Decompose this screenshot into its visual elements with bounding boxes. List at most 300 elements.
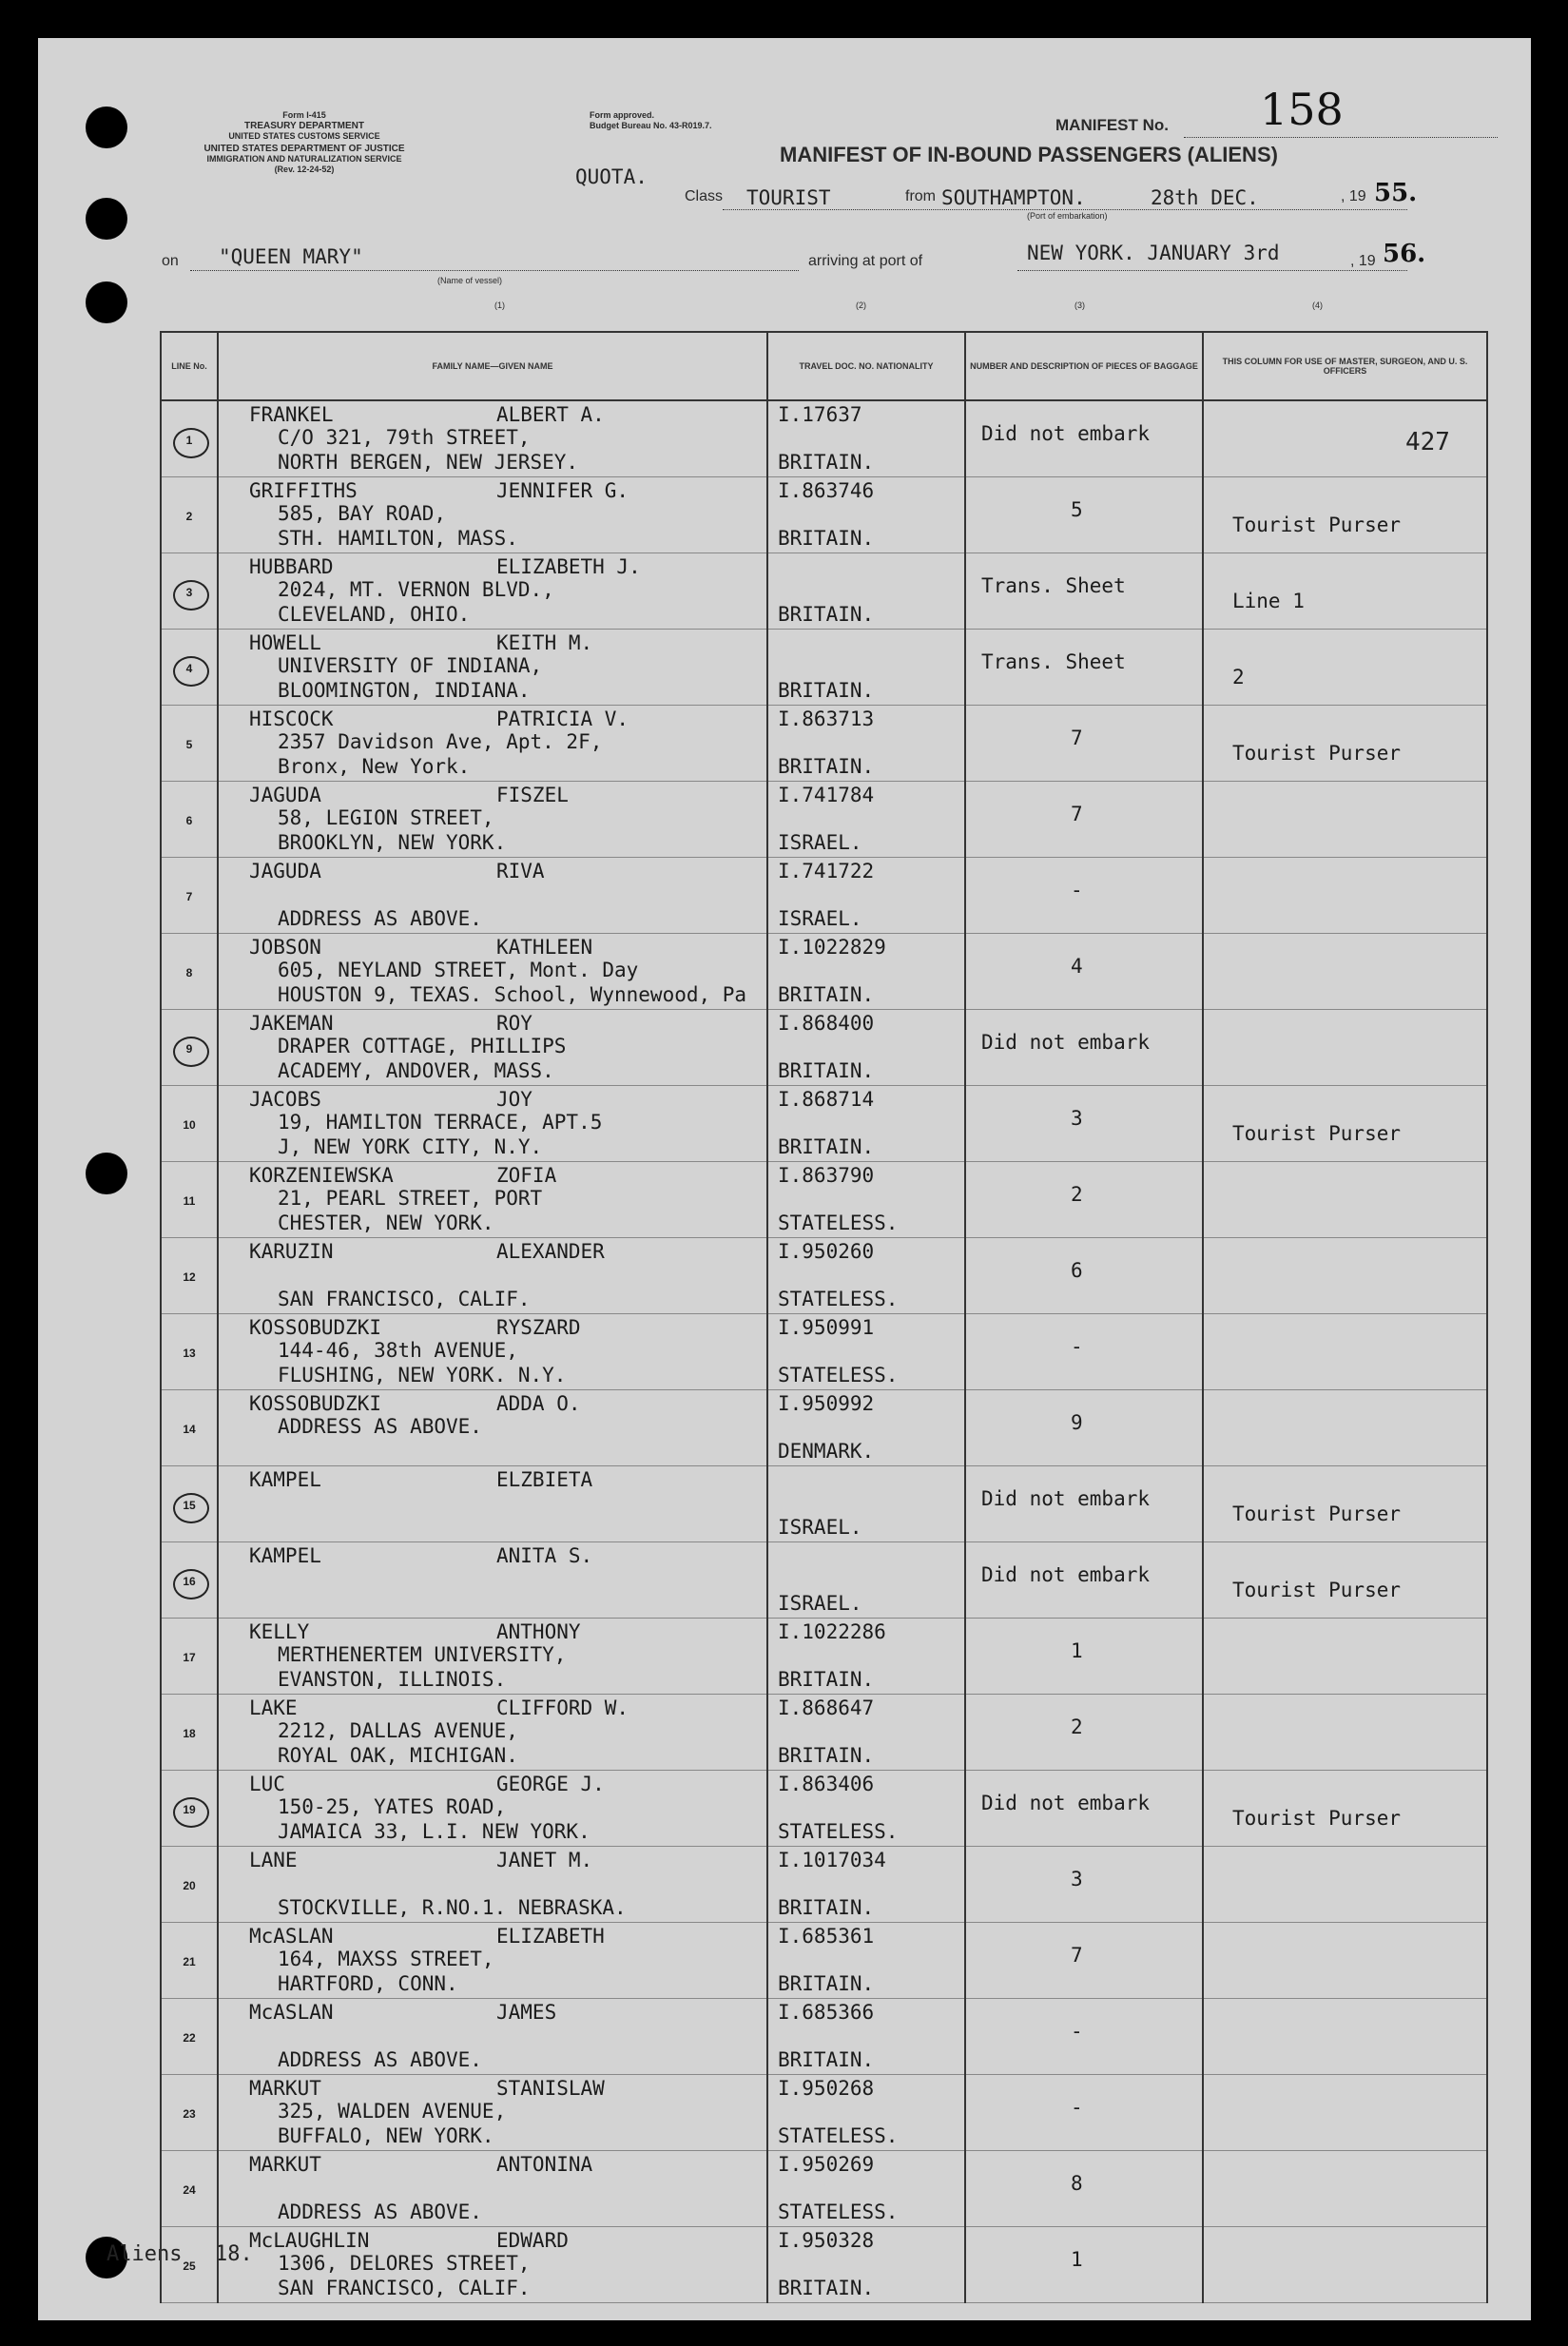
travel-doc-cell bbox=[767, 1238, 965, 1314]
baggage-value: 7 bbox=[1071, 803, 1083, 825]
family-name: MARKUT bbox=[249, 2153, 321, 2176]
officer-use-cell bbox=[1203, 2227, 1487, 2303]
travel-doc-cell bbox=[767, 477, 965, 553]
travel-doc-cell bbox=[767, 934, 965, 1010]
line-number: 10 bbox=[183, 1118, 196, 1132]
header-baggage: NUMBER AND DESCRIPTION OF PIECES OF BAGGAGE bbox=[965, 332, 1203, 400]
baggage-value: - bbox=[1071, 879, 1083, 902]
family-name: JAGUDA bbox=[249, 860, 321, 882]
family-name: JOBSON bbox=[249, 936, 321, 959]
name-address-cell bbox=[218, 477, 767, 553]
line-number-cell bbox=[161, 1238, 218, 1314]
address-line-2: EVANSTON, ILLINOIS. bbox=[278, 1668, 507, 1691]
baggage-value: 8 bbox=[1071, 2172, 1083, 2195]
vessel-name: "QUEEN MARY" bbox=[219, 245, 363, 268]
family-name: McASLAN bbox=[249, 2001, 334, 2024]
name-address-cell bbox=[218, 934, 767, 1010]
nationality: ISRAEL. bbox=[778, 831, 862, 854]
line-number: 2 bbox=[185, 510, 193, 523]
line-number: 3 bbox=[185, 586, 193, 599]
baggage-value: - bbox=[1071, 2096, 1083, 2119]
travel-doc-cell bbox=[767, 1086, 965, 1162]
officer-use-cell bbox=[1203, 1390, 1487, 1466]
given-name: KATHLEEN bbox=[496, 936, 593, 959]
travel-doc-cell bbox=[767, 1162, 965, 1238]
address-line-1: 21, PEARL STREET, PORT bbox=[278, 1187, 543, 1210]
class-label: Class bbox=[685, 188, 724, 204]
given-name: JANET M. bbox=[496, 1849, 593, 1871]
travel-doc-cell bbox=[767, 400, 965, 477]
line-number-cell bbox=[161, 1086, 218, 1162]
nationality: BRITAIN. bbox=[778, 983, 875, 1006]
line-number-cell bbox=[161, 1162, 218, 1238]
line-number-cell bbox=[161, 2227, 218, 2303]
nationality: STATELESS. bbox=[778, 2124, 899, 2147]
port-note: (Port of embarkation) bbox=[1027, 211, 1108, 221]
baggage-cell bbox=[965, 1010, 1203, 1086]
table-row bbox=[161, 1314, 1487, 1390]
table-row bbox=[161, 553, 1487, 630]
address-line-2: ROYAL OAK, MICHIGAN. bbox=[278, 1744, 518, 1767]
family-name: KAMPEL bbox=[249, 1544, 321, 1567]
line-number: 1 bbox=[185, 434, 193, 447]
given-name: ANTHONY bbox=[496, 1620, 581, 1643]
address-line-2: ADDRESS AS ABOVE. bbox=[278, 907, 482, 930]
officer-use-cell bbox=[1203, 1771, 1487, 1847]
address-line-2: CHESTER, NEW YORK. bbox=[278, 1212, 494, 1234]
officer-use-cell bbox=[1203, 782, 1487, 858]
punch-hole bbox=[86, 281, 127, 323]
family-name: McLAUGHLIN bbox=[249, 2229, 370, 2252]
name-address-cell bbox=[218, 1390, 767, 1466]
officer-use-cell bbox=[1203, 1847, 1487, 1923]
line-number-cell bbox=[161, 477, 218, 553]
travel-doc-cell bbox=[767, 1010, 965, 1086]
manifest-no-value: 158 bbox=[1260, 84, 1344, 135]
name-address-cell bbox=[218, 400, 767, 477]
header-name: FAMILY NAME—GIVEN NAME bbox=[218, 332, 767, 400]
address-line-2: Bronx, New York. bbox=[278, 755, 471, 778]
address-line-2: HARTFORD, CONN. bbox=[278, 1972, 458, 1995]
given-name: ADDA O. bbox=[496, 1392, 581, 1415]
address-line-1: 1306, DELORES STREET, bbox=[278, 2252, 531, 2275]
table-row bbox=[161, 782, 1487, 858]
name-address-cell bbox=[218, 1466, 767, 1542]
family-name: KAMPEL bbox=[249, 1468, 321, 1491]
given-name: JAMES bbox=[496, 2001, 557, 2024]
vessel-line bbox=[190, 270, 799, 271]
line-number: 7 bbox=[185, 890, 193, 903]
line-number-cell bbox=[161, 1466, 218, 1542]
manifest-no-line bbox=[1184, 137, 1498, 138]
address-line-1: 2212, DALLAS AVENUE, bbox=[278, 1719, 518, 1742]
table-row bbox=[161, 2075, 1487, 2151]
address-line-1: ADDRESS AS ABOVE. bbox=[278, 1415, 482, 1438]
given-name: JOY bbox=[496, 1088, 532, 1111]
travel-doc-number: I.868714 bbox=[778, 1088, 875, 1111]
travel-doc-number: I.950260 bbox=[778, 1240, 875, 1263]
line-number-cell bbox=[161, 400, 218, 477]
departure-date: 28th DEC. bbox=[1151, 186, 1259, 209]
baggage-cell bbox=[965, 1771, 1203, 1847]
name-address-cell bbox=[218, 2227, 767, 2303]
officer-use-cell bbox=[1203, 1542, 1487, 1619]
nationality: BRITAIN. bbox=[778, 1972, 875, 1995]
travel-doc-number: I.868647 bbox=[778, 1696, 875, 1719]
line-number-cell bbox=[161, 1619, 218, 1695]
given-name: STANISLAW bbox=[496, 2077, 605, 2100]
baggage-value: 5 bbox=[1071, 498, 1083, 521]
agency-block bbox=[162, 110, 447, 175]
name-address-cell bbox=[218, 1695, 767, 1771]
baggage-cell bbox=[965, 630, 1203, 706]
side-number-427: 427 bbox=[1405, 428, 1450, 456]
travel-doc-cell bbox=[767, 1619, 965, 1695]
nationality: BRITAIN. bbox=[778, 1668, 875, 1691]
officer-note: Tourist Purser bbox=[1232, 514, 1402, 536]
baggage-cell bbox=[965, 1847, 1203, 1923]
address-line-2: FLUSHING, NEW YORK. N.Y. bbox=[278, 1364, 567, 1386]
table-row bbox=[161, 1542, 1487, 1619]
baggage-value: 2 bbox=[1071, 1183, 1083, 1206]
address-line-1: MERTHENERTEM UNIVERSITY, bbox=[278, 1643, 567, 1666]
family-name: LUC bbox=[249, 1773, 285, 1795]
travel-doc-number: I.868400 bbox=[778, 1012, 875, 1035]
travel-doc-cell bbox=[767, 1695, 965, 1771]
travel-doc-number: I.950992 bbox=[778, 1392, 875, 1415]
baggage-cell bbox=[965, 1999, 1203, 2075]
dept-treasury: TREASURY DEPARTMENT bbox=[244, 121, 364, 131]
line-number: 23 bbox=[183, 2107, 196, 2121]
address-line-2: STH. HAMILTON, MASS. bbox=[278, 527, 518, 550]
from-value: SOUTHAMPTON. bbox=[941, 186, 1086, 209]
nationality: ISRAEL. bbox=[778, 907, 862, 930]
family-name: KELLY bbox=[249, 1620, 310, 1643]
family-name: MARKUT bbox=[249, 2077, 321, 2100]
travel-doc-cell bbox=[767, 1771, 965, 1847]
nationality: BRITAIN. bbox=[778, 755, 875, 778]
address-line-1: DRAPER COTTAGE, PHILLIPS bbox=[278, 1035, 567, 1057]
line-number-cell bbox=[161, 782, 218, 858]
line-number-cell bbox=[161, 2075, 218, 2151]
given-name: ROY bbox=[496, 1012, 532, 1035]
address-line-2: BROOKLYN, NEW YORK. bbox=[278, 831, 507, 854]
baggage-cell bbox=[965, 1314, 1203, 1390]
line-number: 21 bbox=[183, 1955, 196, 1968]
address-line-1: 144-46, 38th AVENUE, bbox=[278, 1339, 518, 1362]
baggage-cell bbox=[965, 553, 1203, 630]
arriving-line bbox=[1017, 270, 1407, 271]
baggage-value: 3 bbox=[1071, 1868, 1083, 1890]
officer-use-cell bbox=[1203, 553, 1487, 630]
address-line-1: 605, NEYLAND STREET, Mont. Day bbox=[278, 959, 639, 981]
table-row bbox=[161, 1847, 1487, 1923]
address-line-1: 2024, MT. VERNON BLVD., bbox=[278, 578, 554, 601]
dept-ins: IMMIGRATION AND NATURALIZATION SERVICE bbox=[206, 154, 402, 164]
table-row bbox=[161, 858, 1487, 934]
travel-doc-number: I.863713 bbox=[778, 708, 875, 730]
given-name: ELIZABETH J. bbox=[496, 555, 641, 578]
family-name: JACOBS bbox=[249, 1088, 321, 1111]
travel-doc-cell bbox=[767, 1923, 965, 1999]
line-number: 15 bbox=[183, 1499, 196, 1512]
arrival-year-prefix: , 19 bbox=[1350, 253, 1376, 269]
baggage-cell bbox=[965, 1695, 1203, 1771]
vessel-note: (Name of vessel) bbox=[437, 276, 503, 285]
baggage-value: 1 bbox=[1071, 1639, 1083, 1662]
class-value: TOURIST bbox=[746, 186, 831, 209]
given-name: GEORGE J. bbox=[496, 1773, 605, 1795]
baggage-value: Did not embark bbox=[981, 1792, 1151, 1814]
nationality: BRITAIN. bbox=[778, 1059, 875, 1082]
baggage-cell bbox=[965, 477, 1203, 553]
nationality: BRITAIN. bbox=[778, 2277, 875, 2299]
officer-use-cell bbox=[1203, 706, 1487, 782]
line-number: 19 bbox=[183, 1803, 196, 1816]
travel-doc-cell bbox=[767, 2227, 965, 2303]
travel-doc-number: I.741722 bbox=[778, 860, 875, 882]
travel-doc-number: I.1022286 bbox=[778, 1620, 886, 1643]
travel-doc-number: I.741784 bbox=[778, 784, 875, 806]
baggage-value: Did not embark bbox=[981, 422, 1151, 445]
table-row bbox=[161, 2227, 1487, 2303]
officer-use-cell bbox=[1203, 1923, 1487, 1999]
line-number-cell bbox=[161, 2151, 218, 2227]
table-row bbox=[161, 1771, 1487, 1847]
line-number-cell bbox=[161, 553, 218, 630]
family-name: KARUZIN bbox=[249, 1240, 334, 1263]
baggage-cell bbox=[965, 1619, 1203, 1695]
table-row bbox=[161, 630, 1487, 706]
address-line-1: 2357 Davidson Ave, Apt. 2F, bbox=[278, 730, 603, 753]
dept-customs: UNITED STATES CUSTOMS SERVICE bbox=[228, 131, 380, 141]
name-address-cell bbox=[218, 1086, 767, 1162]
officer-use-cell bbox=[1203, 1695, 1487, 1771]
line-number: 6 bbox=[185, 814, 193, 827]
nationality: STATELESS. bbox=[778, 1820, 899, 1843]
officer-use-cell bbox=[1203, 2151, 1487, 2227]
name-address-cell bbox=[218, 1010, 767, 1086]
name-address-cell bbox=[218, 858, 767, 934]
line-number: 22 bbox=[183, 2031, 196, 2045]
travel-doc-cell bbox=[767, 858, 965, 934]
punch-hole bbox=[86, 107, 127, 148]
travel-doc-number: I.685361 bbox=[778, 1925, 875, 1948]
baggage-cell bbox=[965, 1466, 1203, 1542]
address-line-1: 325, WALDEN AVENUE, bbox=[278, 2100, 507, 2123]
officer-use-cell bbox=[1203, 1466, 1487, 1542]
address-line-2: ACADEMY, ANDOVER, MASS. bbox=[278, 1059, 554, 1082]
address-line-2: SAN FRANCISCO, CALIF. bbox=[278, 2277, 531, 2299]
line-number-cell bbox=[161, 1695, 218, 1771]
travel-doc-number: I.1022829 bbox=[778, 936, 886, 959]
officer-use-cell bbox=[1203, 1238, 1487, 1314]
footer-aliens: Aliens bbox=[106, 2242, 183, 2266]
travel-doc-number: I.950328 bbox=[778, 2229, 875, 2252]
baggage-value: 6 bbox=[1071, 1259, 1083, 1282]
table-row bbox=[161, 706, 1487, 782]
name-address-cell bbox=[218, 1314, 767, 1390]
line-number: 9 bbox=[185, 1042, 193, 1056]
officer-use-cell bbox=[1203, 1999, 1487, 2075]
officer-note: Tourist Purser bbox=[1232, 1807, 1402, 1830]
officer-use-cell bbox=[1203, 1162, 1487, 1238]
address-line-2: BUFFALO, NEW YORK. bbox=[278, 2124, 494, 2147]
officer-note: Tourist Purser bbox=[1232, 1122, 1402, 1145]
year-suffix: 55. bbox=[1374, 179, 1418, 207]
line-number-cell bbox=[161, 858, 218, 934]
address-line-2: ADDRESS AS ABOVE. bbox=[278, 2201, 482, 2223]
line-number-cell bbox=[161, 1010, 218, 1086]
given-name: EDWARD bbox=[496, 2229, 569, 2252]
col-num-4: (4) bbox=[1312, 301, 1323, 310]
arrival-year-suffix: 56. bbox=[1383, 240, 1426, 268]
line-number: 16 bbox=[183, 1575, 196, 1588]
family-name: KOSSOBUDZKI bbox=[249, 1392, 382, 1415]
table-row bbox=[161, 1695, 1487, 1771]
baggage-cell bbox=[965, 2151, 1203, 2227]
officer-use-cell bbox=[1203, 1314, 1487, 1390]
table-row bbox=[161, 1466, 1487, 1542]
address-line-2: JAMAICA 33, L.I. NEW YORK. bbox=[278, 1820, 590, 1843]
travel-doc-cell bbox=[767, 553, 965, 630]
family-name: GRIFFITHS bbox=[249, 479, 358, 502]
name-address-cell bbox=[218, 553, 767, 630]
baggage-cell bbox=[965, 858, 1203, 934]
baggage-value: Trans. Sheet bbox=[981, 574, 1126, 597]
line-number: 25 bbox=[183, 2259, 196, 2273]
arrival-port: NEW YORK. JANUARY 3rd bbox=[1027, 242, 1280, 264]
baggage-cell bbox=[965, 1086, 1203, 1162]
officer-note: Tourist Purser bbox=[1232, 742, 1402, 765]
baggage-value: 3 bbox=[1071, 1107, 1083, 1130]
baggage-value: Did not embark bbox=[981, 1563, 1151, 1586]
nationality: ISRAEL. bbox=[778, 1592, 862, 1615]
nationality: BRITAIN. bbox=[778, 1896, 875, 1919]
officer-note: 2 bbox=[1232, 666, 1245, 688]
line-number: 14 bbox=[183, 1423, 196, 1436]
name-address-cell bbox=[218, 706, 767, 782]
name-address-cell bbox=[218, 630, 767, 706]
address-line-1: 585, BAY ROAD, bbox=[278, 502, 447, 525]
officer-use-cell bbox=[1203, 934, 1487, 1010]
officer-use-cell bbox=[1203, 858, 1487, 934]
family-name: HISCOCK bbox=[249, 708, 334, 730]
line-number: 17 bbox=[183, 1651, 196, 1664]
table-row bbox=[161, 934, 1487, 1010]
travel-doc-cell bbox=[767, 630, 965, 706]
line-number: 5 bbox=[185, 738, 193, 751]
name-address-cell bbox=[218, 782, 767, 858]
baggage-cell bbox=[965, 1923, 1203, 1999]
table-row bbox=[161, 1619, 1487, 1695]
baggage-cell bbox=[965, 706, 1203, 782]
baggage-value: Did not embark bbox=[981, 1031, 1151, 1054]
form-revision: (Rev. 12-24-52) bbox=[274, 165, 335, 174]
line-number-cell bbox=[161, 1771, 218, 1847]
manifest-title: MANIFEST OF IN-BOUND PASSENGERS (ALIENS) bbox=[780, 143, 1278, 166]
address-line-2: ADDRESS AS ABOVE. bbox=[278, 2048, 482, 2071]
nationality: STATELESS. bbox=[778, 1212, 899, 1234]
baggage-value: - bbox=[1071, 1335, 1083, 1358]
nationality: BRITAIN. bbox=[778, 451, 875, 474]
officer-note: Tourist Purser bbox=[1232, 1503, 1402, 1525]
travel-doc-cell bbox=[767, 706, 965, 782]
baggage-cell bbox=[965, 1542, 1203, 1619]
given-name: ALEXANDER bbox=[496, 1240, 605, 1263]
given-name: RYSZARD bbox=[496, 1316, 581, 1339]
baggage-cell bbox=[965, 934, 1203, 1010]
given-name: CLIFFORD W. bbox=[496, 1696, 629, 1719]
travel-doc-number: I.863746 bbox=[778, 479, 875, 502]
officer-note: Tourist Purser bbox=[1232, 1579, 1402, 1601]
given-name: KEITH M. bbox=[496, 631, 593, 654]
given-name: ANTONINA bbox=[496, 2153, 593, 2176]
name-address-cell bbox=[218, 2151, 767, 2227]
address-line-2: BLOOMINGTON, INDIANA. bbox=[278, 679, 531, 702]
class-line bbox=[723, 209, 1407, 210]
baggage-cell bbox=[965, 782, 1203, 858]
dept-justice: UNITED STATES DEPARTMENT OF JUSTICE bbox=[203, 144, 405, 154]
line-number: 11 bbox=[183, 1194, 196, 1208]
line-number: 12 bbox=[183, 1270, 196, 1284]
line-number-cell bbox=[161, 630, 218, 706]
table-row bbox=[161, 1923, 1487, 1999]
nationality: ISRAEL. bbox=[778, 1516, 862, 1539]
baggage-value: 1 bbox=[1071, 2248, 1083, 2271]
baggage-value: - bbox=[1071, 2020, 1083, 2043]
nationality: BRITAIN. bbox=[778, 1744, 875, 1767]
address-line-1: C/O 321, 79th STREET, bbox=[278, 426, 531, 449]
line-number-cell bbox=[161, 1314, 218, 1390]
given-name: ZOFIA bbox=[496, 1164, 557, 1187]
approval-block bbox=[590, 110, 712, 131]
header-travel-doc: TRAVEL DOC. NO. NATIONALITY bbox=[767, 332, 965, 400]
name-address-cell bbox=[218, 1542, 767, 1619]
name-address-cell bbox=[218, 1162, 767, 1238]
table-row bbox=[161, 1999, 1487, 2075]
year-prefix: , 19 bbox=[1341, 188, 1366, 204]
passenger-table bbox=[160, 331, 1488, 2303]
nationality: BRITAIN. bbox=[778, 679, 875, 702]
family-name: KOSSOBUDZKI bbox=[249, 1316, 382, 1339]
baggage-cell bbox=[965, 1238, 1203, 1314]
table-row bbox=[161, 400, 1487, 477]
footer-count: 18. bbox=[215, 2242, 253, 2266]
travel-doc-number: I.863790 bbox=[778, 1164, 875, 1187]
travel-doc-cell bbox=[767, 1390, 965, 1466]
travel-doc-number: I.685366 bbox=[778, 2001, 875, 2024]
punch-hole bbox=[86, 198, 127, 240]
travel-doc-number: I.17637 bbox=[778, 403, 862, 426]
travel-doc-number: I.863406 bbox=[778, 1773, 875, 1795]
given-name: RIVA bbox=[496, 860, 545, 882]
header-line-no: LINE No. bbox=[161, 332, 218, 400]
line-number-cell bbox=[161, 1847, 218, 1923]
given-name: ELIZABETH bbox=[496, 1925, 605, 1948]
baggage-value: 7 bbox=[1071, 727, 1083, 749]
table-row bbox=[161, 2151, 1487, 2227]
nationality: BRITAIN. bbox=[778, 603, 875, 626]
address-line-2: STOCKVILLE, R.NO.1. NEBRASKA. bbox=[278, 1896, 627, 1919]
line-number-cell bbox=[161, 706, 218, 782]
name-address-cell bbox=[218, 1619, 767, 1695]
name-address-cell bbox=[218, 1923, 767, 1999]
travel-doc-cell bbox=[767, 782, 965, 858]
table-row bbox=[161, 1010, 1487, 1086]
line-number: 24 bbox=[183, 2183, 196, 2197]
travel-doc-number: I.950269 bbox=[778, 2153, 875, 2176]
